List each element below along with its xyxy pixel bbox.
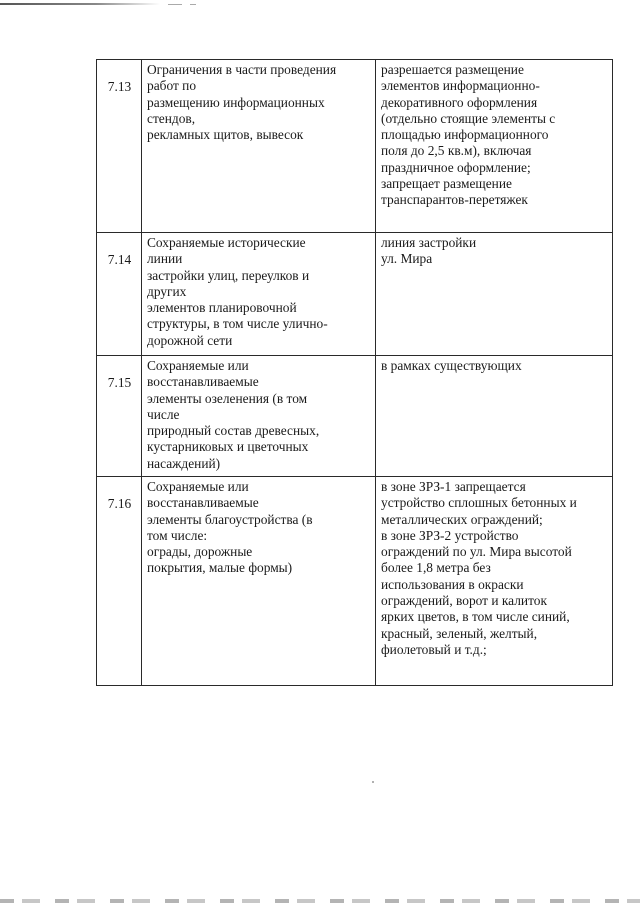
row-number-cell [97, 60, 142, 233]
cell-text-line: насаждений) [147, 455, 221, 471]
cell-text-line: более 1,8 метра без [381, 560, 491, 576]
cell-text-line: линия застройки [381, 235, 477, 250]
regulations-table [96, 59, 613, 686]
cell-text-line: ограждений, ворот и калиток [381, 593, 547, 609]
cell-text-line: ограждений по ул. Мира высотой [381, 544, 572, 560]
cell-text-line: транспарантов-перетяжек [381, 192, 528, 208]
cell-text-line: других [147, 283, 187, 299]
cell-text-line: размещению информационных [147, 94, 325, 110]
cell-text-line: фиолетовый и т.д.; [381, 641, 487, 657]
cell-text-line: ул. Мира [381, 251, 433, 267]
scan-speck [372, 781, 374, 783]
cell-text-line: устройство сплошных бетонных и [381, 495, 577, 511]
row-number: 7.13 [107, 79, 132, 94]
cell-text-line: ярких цветов, в том числе синий, [381, 609, 570, 625]
object-cell [142, 356, 376, 477]
cell-text-line: работ по [147, 78, 197, 94]
cell-text-line: покрытия, малые формы) [147, 560, 293, 576]
cell-text-line: застройки улиц, переулков и [147, 267, 310, 283]
cell-text-line: том числе: [147, 527, 208, 543]
object-cell [142, 477, 376, 686]
cell-text-line: разрешается размещение [381, 62, 524, 77]
cell-text-line: восстанавливаемые [147, 374, 259, 390]
row-number-cell [97, 356, 142, 477]
cell-text-line: кустарниковых и цветочных [147, 439, 309, 455]
cell-text-line: поля до 2,5 кв.м), включая [381, 143, 532, 159]
cell-text-line: стендов, [147, 110, 196, 126]
cell-text-line: запрещает размещение [381, 176, 512, 192]
requirement-cell [376, 356, 613, 477]
cell-text-line: Ограничения в части проведения [147, 62, 337, 77]
cell-text-line: восстанавливаемые [147, 495, 259, 511]
cell-text-line: числе [147, 406, 180, 422]
cell-text-line: в рамках существующих [381, 358, 522, 373]
table-row [97, 356, 613, 477]
requirement-cell [376, 233, 613, 356]
cell-text-line: элементов информационно- [381, 78, 540, 94]
row-number-cell [97, 477, 142, 686]
cell-text-line: дорожной сети [147, 332, 233, 348]
scan-artifact-bottom [0, 899, 640, 903]
cell-text-line: природный состав древесных, [147, 423, 320, 439]
object-cell [142, 60, 376, 233]
row-number-cell [97, 233, 142, 356]
cell-text-line: структуры, в том числе улично- [147, 316, 328, 332]
cell-text-line: элементы озеленения (в том [147, 390, 308, 406]
regulations-table-body [97, 60, 613, 686]
row-number: 7.15 [107, 375, 132, 390]
cell-text-line: декоративного оформления [381, 94, 538, 110]
cell-text-line: элементы благоустройства (в [147, 511, 313, 527]
object-cell [142, 233, 376, 356]
scan-artifact-dash [190, 4, 196, 5]
row-number: 7.14 [107, 252, 132, 267]
cell-text-line: в зоне ЗРЗ-2 устройство [381, 527, 519, 543]
cell-text-line: в зоне ЗРЗ-1 запрещается [381, 479, 526, 494]
cell-text-line: Сохраняемые исторические [147, 235, 306, 250]
cell-text-line: рекламных щитов, вывесок [147, 127, 304, 143]
requirement-cell [376, 60, 613, 233]
cell-text-line: использования в окраски [381, 576, 524, 592]
cell-text-line: Сохраняемые или [147, 479, 249, 494]
scan-artifact-dash [168, 4, 182, 5]
cell-text-line: ограды, дорожные [147, 544, 253, 560]
cell-text-line: площадью информационного [381, 127, 549, 143]
cell-text-line: (отдельно стоящие элементы с [381, 110, 556, 126]
cell-text-line: металлических ограждений; [381, 511, 543, 527]
requirement-cell [376, 477, 613, 686]
table-row [97, 477, 613, 686]
cell-text-line: красный, зеленый, желтый, [381, 625, 538, 641]
row-number: 7.16 [107, 496, 132, 511]
cell-text-line: линии [147, 251, 183, 267]
cell-text-line: праздничное оформление; [381, 159, 531, 175]
table-row [97, 60, 613, 233]
table-row [97, 233, 613, 356]
cell-text-line: элементов планировочной [147, 300, 297, 316]
scan-artifact-top [0, 3, 160, 5]
cell-text-line: Сохраняемые или [147, 358, 249, 373]
